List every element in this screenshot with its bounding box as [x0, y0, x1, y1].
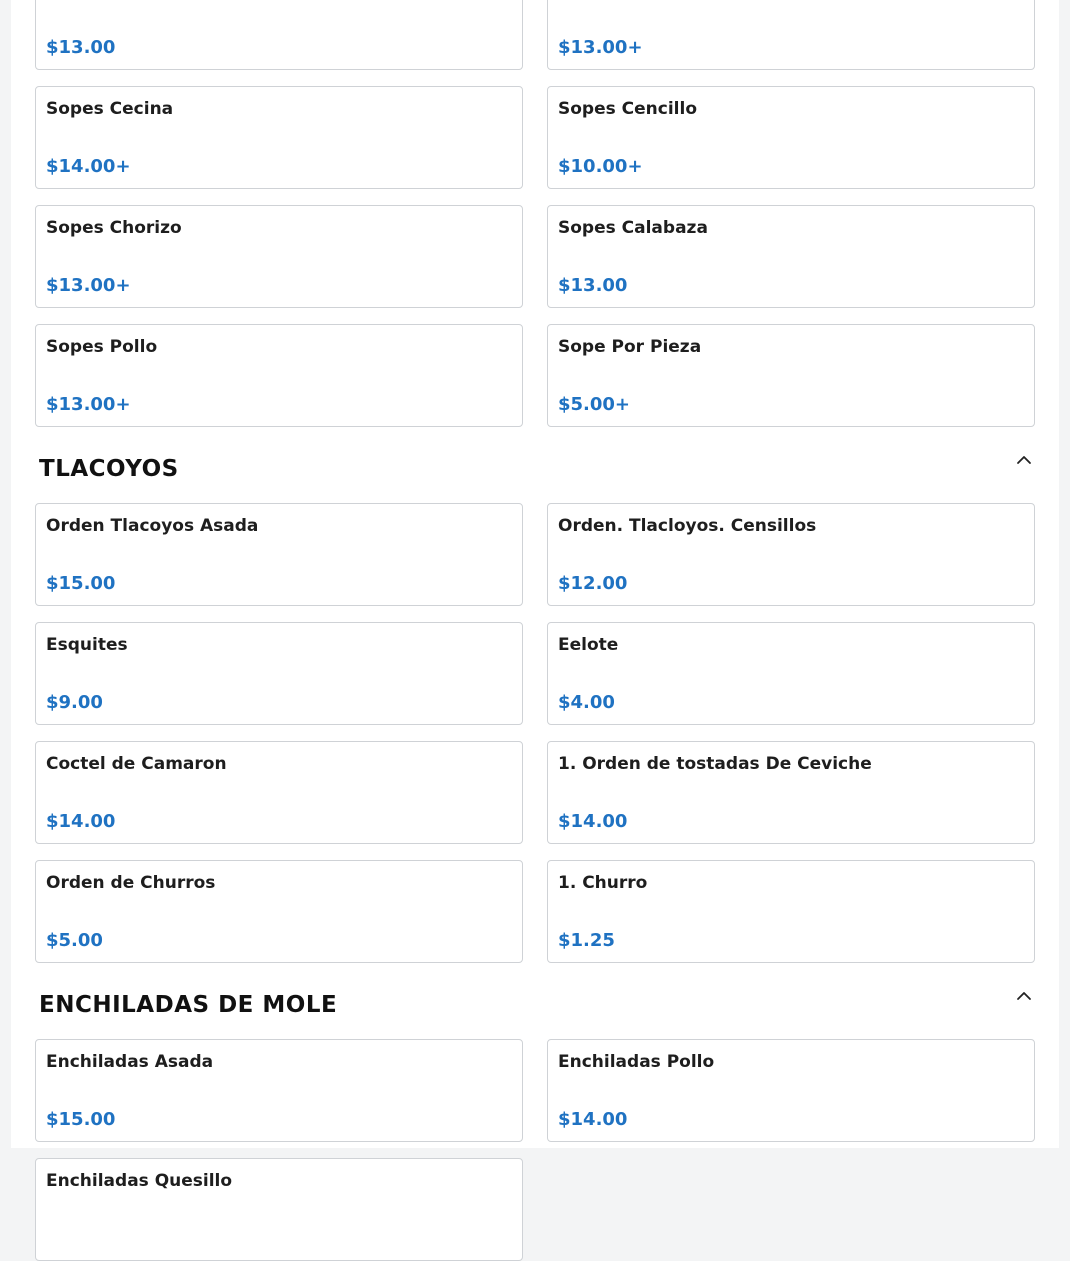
sopes-items-grid [35, 0, 1034, 427]
collapse-section-button[interactable] [1014, 985, 1034, 1009]
menu-item-card[interactable] [547, 324, 1035, 427]
menu-item-card[interactable] [35, 503, 523, 606]
menu-item-card[interactable] [35, 622, 523, 725]
chevron-up-icon [1014, 449, 1034, 473]
menu-item-card[interactable] [547, 741, 1035, 844]
item-name: Sopes Pollo [46, 337, 158, 357]
item-price: $12.00 [558, 573, 628, 594]
item-name: Orden Tlacoyos Asada [46, 516, 259, 536]
menu-item-card[interactable] [35, 860, 523, 963]
menu-item-card[interactable] [35, 0, 523, 70]
item-name: Orden. Tlacloyos. Censillos [558, 516, 817, 536]
item-name: Orden de Churros [46, 873, 216, 893]
item-price: $15.00 [46, 573, 116, 594]
item-price: $10.00+ [558, 156, 643, 177]
item-price: $9.00 [46, 692, 103, 713]
menu-item-card[interactable] [547, 1039, 1035, 1142]
item-name: Eelote [558, 635, 619, 655]
item-name: Enchiladas Asada [46, 1052, 214, 1072]
menu-item-card[interactable] [547, 622, 1035, 725]
item-name: Esquites [46, 635, 128, 655]
menu-item-card[interactable] [547, 860, 1035, 963]
menu-item-card[interactable] [35, 1039, 523, 1142]
menu-page [11, 0, 1059, 1191]
tlacoyos-items-grid [35, 503, 1034, 963]
item-price: $14.00 [558, 1109, 628, 1130]
item-price: $5.00 [46, 930, 103, 951]
item-name: Sopes Calabaza [558, 218, 708, 238]
item-name: Coctel de Camaron [46, 754, 227, 774]
item-price: $14.00 [46, 811, 116, 832]
section-header-enchiladas-de-mole [35, 963, 1034, 1039]
item-price: $13.00 [46, 37, 116, 58]
item-price: $15.00 [46, 1109, 116, 1130]
item-price: $4.00 [558, 692, 615, 713]
item-name: Sopes Cencillo [558, 99, 698, 119]
menu-item-card[interactable] [547, 0, 1035, 70]
item-name: 1. Orden de tostadas De Ceviche [558, 754, 872, 774]
item-price: $1.25 [558, 930, 615, 951]
menu-item-card[interactable] [35, 205, 523, 308]
menu-item-card[interactable] [35, 741, 523, 844]
item-price: $13.00 [558, 275, 628, 296]
menu-item-card[interactable] [35, 1158, 523, 1261]
collapse-section-button[interactable] [1014, 449, 1034, 473]
enchiladas-items-grid [35, 1039, 1034, 1261]
menu-item-card[interactable] [547, 86, 1035, 189]
item-name: Enchiladas Pollo [558, 1052, 715, 1072]
section-header-tlacoyos [35, 427, 1034, 503]
item-name: Sope Por Pieza [558, 337, 702, 357]
menu-item-card[interactable] [35, 324, 523, 427]
chevron-up-icon [1014, 985, 1034, 1009]
item-name: Sopes Chorizo [46, 218, 182, 238]
menu-content [35, 0, 1034, 1261]
menu-item-card[interactable] [35, 86, 523, 189]
item-name: 1. Churro [558, 873, 648, 893]
item-price: $13.00+ [46, 394, 131, 415]
item-name: Enchiladas Quesillo [46, 1171, 233, 1191]
item-price: $13.00+ [558, 37, 643, 58]
item-name: Sopes Cecina [46, 99, 174, 119]
menu-item-card[interactable] [547, 503, 1035, 606]
item-price: $14.00+ [46, 156, 131, 177]
item-price: $13.00+ [46, 275, 131, 296]
section-title: ENCHILADAS DE MOLE [39, 992, 338, 1018]
item-price: $5.00+ [558, 394, 631, 415]
menu-item-card[interactable] [547, 205, 1035, 308]
section-title: TLACOYOS [39, 456, 179, 482]
item-price: $14.00 [558, 811, 628, 832]
